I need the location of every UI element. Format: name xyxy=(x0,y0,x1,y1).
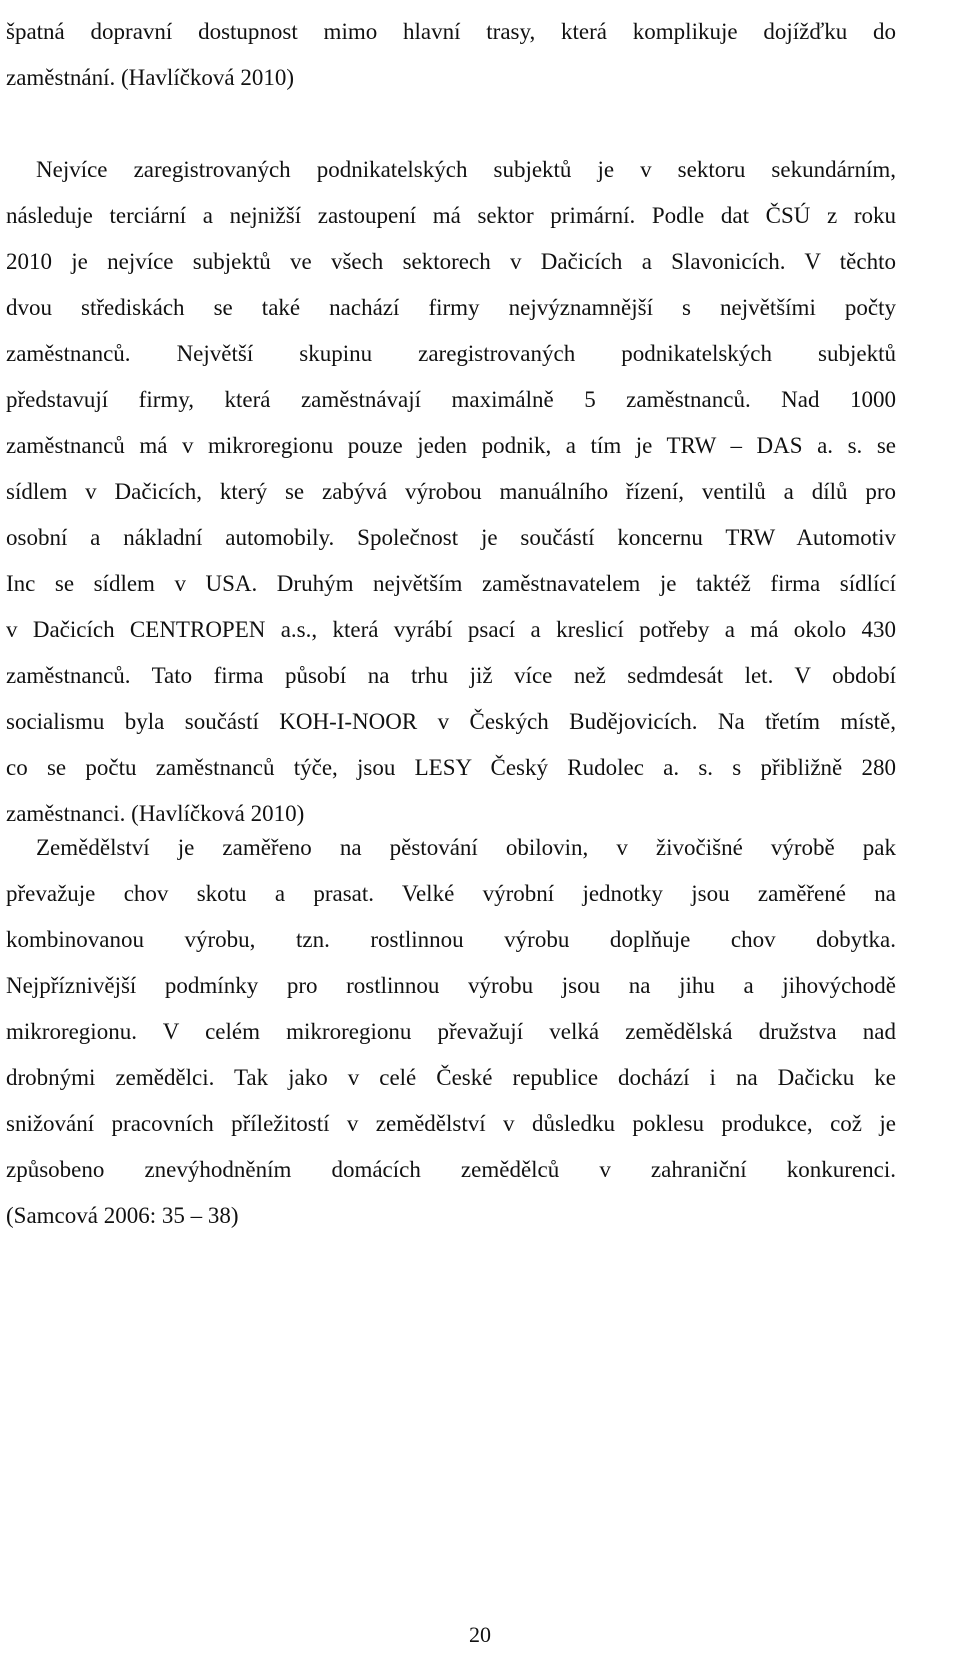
paragraph-line: dvou střediskách se také nachází firmy nejvýznamnější s největšími počty xyxy=(6,295,896,320)
paragraph-line: zaměstnanci. (Havlíčková 2010) xyxy=(6,801,305,826)
paragraph-line: sídlem v Dačicích, který se zabývá výrobou manuálního řízení, ventilů a dílů pro xyxy=(6,479,896,504)
paragraph-line: snižování pracovních příležitostí v zemědělství v důsledku poklesu produkce, což je xyxy=(6,1111,896,1136)
paragraph-spacer xyxy=(6,101,896,147)
text-block-upper xyxy=(6,9,896,837)
paragraph-line: zaměstnanců. Největší skupinu zaregistrovaných podnikatelských subjektů xyxy=(6,341,896,366)
paragraph-line: v Dačicích CENTROPEN a.s., která vyrábí psací a kreslicí potřeby a má okolo 430 xyxy=(6,617,896,642)
paragraph-line: co se počtu zaměstnanců týče, jsou LESY Český Rudolec a. s. s přibližně 280 xyxy=(6,755,896,780)
paragraph-line: způsobeno znevýhodněním domácích zemědělců v zahraniční konkurenci. xyxy=(6,1157,896,1182)
paragraph-line: následuje terciární a nejnižší zastoupení má sektor primární. Podle dat ČSÚ z roku xyxy=(6,203,896,228)
paragraph-line: kombinovanou výrobu, tzn. rostlinnou výrobu doplňuje chov dobytka. xyxy=(6,927,896,952)
page-number: 20 xyxy=(469,1622,491,1647)
paragraph-line: zaměstnanců. Tato firma působí na trhu již více než sedmdesát let. V období xyxy=(6,663,896,688)
paragraph-line: zaměstnanců má v mikroregionu pouze jeden podnik, a tím je TRW – DAS a. s. se xyxy=(6,433,896,458)
paragraph-line: zaměstnání. (Havlíčková 2010) xyxy=(6,65,295,90)
paragraph-agriculture xyxy=(6,825,896,1239)
paragraph-line: Inc se sídlem v USA. Druhým největším zaměstnavatelem je taktéž firma sídlící xyxy=(6,571,896,596)
paragraph-companies xyxy=(6,147,896,837)
paragraph-line: špatná dopravní dostupnost mimo hlavní trasy, která komplikuje dojížďku do xyxy=(6,19,896,44)
paragraph-continuation xyxy=(6,9,896,101)
paragraph-line: Zemědělství je zaměřeno na pěstování obilovin, v živočišné výrobě pak xyxy=(36,835,896,860)
paragraph-line: mikroregionu. V celém mikroregionu převažují velká zemědělská družstva nad xyxy=(6,1019,896,1044)
paragraph-line: osobní a nákladní automobily. Společnost je součástí koncernu TRW Automotiv xyxy=(6,525,896,550)
paragraph-line: představují firmy, která zaměstnávají maximálně 5 zaměstnanců. Nad 1000 xyxy=(6,387,896,412)
paragraph-line: (Samcová 2006: 35 – 38) xyxy=(6,1203,239,1228)
paragraph-line: 2010 je nejvíce subjektů ve všech sektorech v Dačicích a Slavonicích. V těchto xyxy=(6,249,896,274)
paragraph-line: Nejpříznivější podmínky pro rostlinnou výrobu jsou na jihu a jihovýchodě xyxy=(6,973,896,998)
paragraph-line: drobnými zemědělci. Tak jako v celé České republice dochází i na Dačicku ke xyxy=(6,1065,896,1090)
paragraph-line: socialismu byla součástí KOH-I-NOOR v Českých Budějovicích. Na třetím místě, xyxy=(6,709,896,734)
paragraph-line: převažuje chov skotu a prasat. Velké výrobní jednotky jsou zaměřené na xyxy=(6,881,896,906)
paragraph-line: Nejvíce zaregistrovaných podnikatelských subjektů je v sektoru sekundárním, xyxy=(36,157,896,182)
